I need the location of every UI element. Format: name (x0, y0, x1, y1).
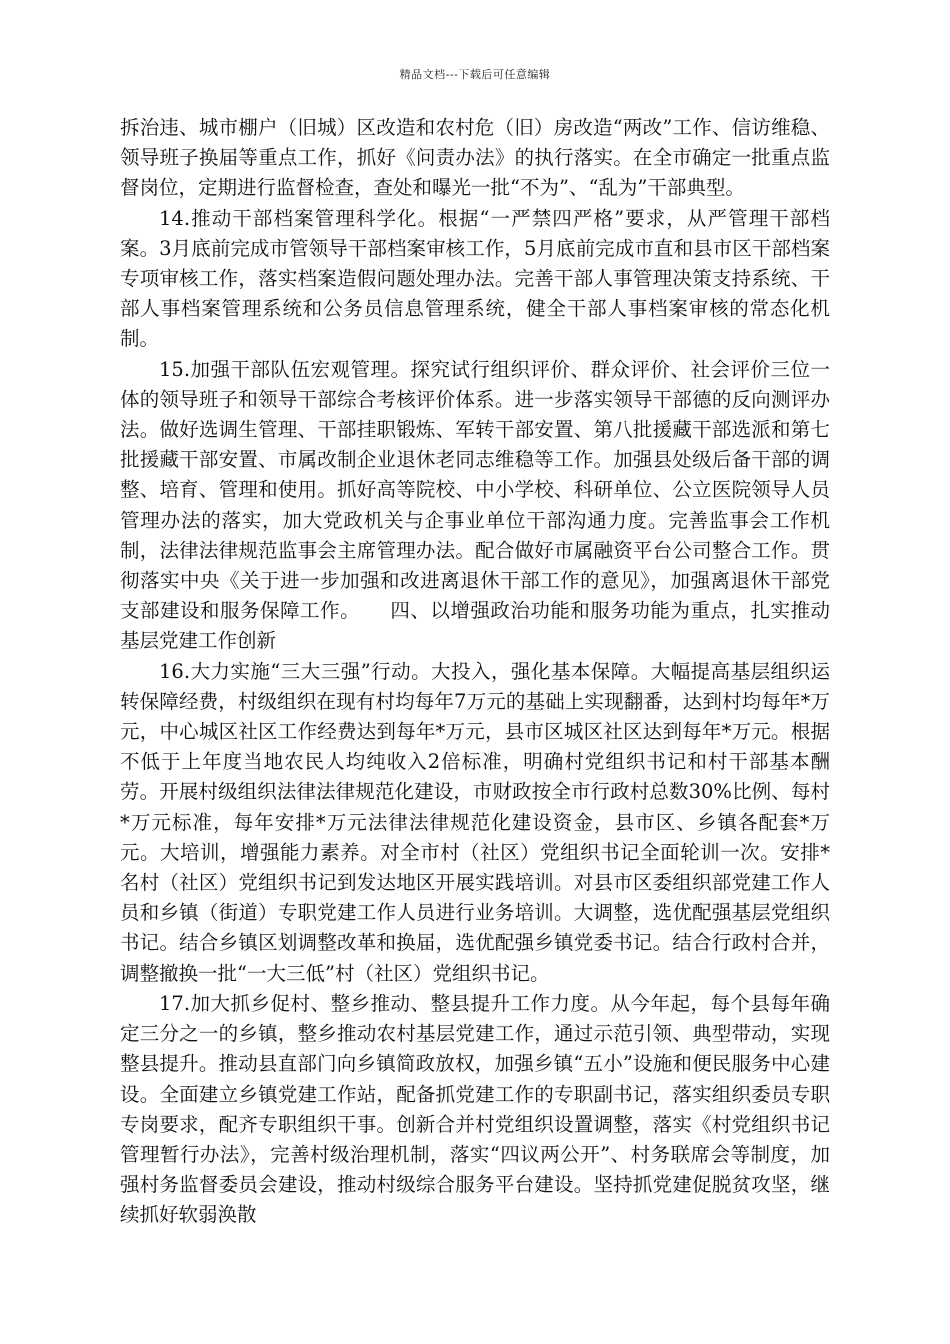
paragraph-item-17: 17.加大抓乡促村、整乡推动、整县提升工作力度。从今年起，每个县每年确定三分之一的乡镇，整乡推动农村基层党建工作，通过示范引领、典型带动，实现整县提升。推动县直部门向乡镇简政放权，加强乡镇“五小”设施和便民服务中心建设。全面建立乡镇党建工作站，配备抓党建工作的专职副书记，落实组织委员专职专岗要求，配齐专职组织干事。创新合并村党组织设置调整，落实《村党组织书记管理暂行办法》，完善村级治理机制，落实“四议两公开”、村务联席会等制度，加强村务监督委员会建设，推动村级综合服务平台建设。坚持抓党建促脱贫攻坚，继续抓好软弱涣散 (120, 991, 830, 1227)
paragraph-continuation: 拆治违、城市棚户（旧城）区改造和农村危（旧）房改造“两改”工作、信访维稳、领导班子换届等重点工作，抓好《问责办法》的执行落实。在全市确定一批重点监督岗位，定期进行监督检查，查处和曝光一批“不为”、“乱为”干部典型。 (120, 116, 830, 200)
paragraph-item-14: 14.推动干部档案管理科学化。根据“一严禁四严格”要求，从严管理干部档案。3月底前完成市管领导干部档案审核工作，5月底前完成市直和县市区干部档案专项审核工作，落实档案造假问题处理办法。完善干部人事管理决策支持系统、干部人事档案管理系统和公务员信息管理系统，健全干部人事档案审核的常态化机制。 (120, 206, 830, 351)
paragraph-item-15: 15.加强干部队伍宏观管理。探究试行组织评价、群众评价、社会评价三位一体的领导班子和领导干部综合考核评价体系。进一步落实领导干部德的反向测评办法。做好选调生管理、干部挂职锻炼、军转干部安置、第八批援藏干部选派和第七批援藏干部安置、市属改制企业退休老同志维稳等工作。加强县处级后备干部的调整、培育、管理和使用。抓好高等院校、中小学校、科研单位、公立医院领导人员管理办法的落实，加大党政机关与企事业单位干部沟通力度。完善监事会工作机制，法律法律规范监事会主席管理办法。配合做好市属融资平台公司整合工作。贯彻落实中央《关于进一步加强和改进离退休干部工作的意见》，加强离退休干部党支部建设和服务保障工作。 四、以增强政治功能和服务功能为重点，扎实推动基层党建工作创新 (120, 357, 830, 653)
document-body (120, 113, 830, 1231)
page-header: 精品文档---下载后可任意编辑 (399, 68, 551, 81)
paragraph-item-16: 16.大力实施“三大三强”行动。大投入，强化基本保障。大幅提高基层组织运转保障经费，村级组织在现有村均每年7万元的基础上实现翻番，达到村均每年*万元，中心城区社区工作经费达到每年*万元，县市区城区社区达到每年*万元。根据不低于上年度当地农民人均纯收入2倍标准，明确村党组织书记和村干部基本酬劳。开展村级组织法律法律规范化建设，市财政按全市行政村总数30%比例、每村*万元标准，每年安排*万元法律法律规范化建设资金，县市区、乡镇各配套*万元。大培训，增强能力素养。对全市村（社区）党组织书记全面轮训一次。安排*名村（社区）党组织书记到发达地区开展实践培训。对县市区委组织部党建工作人员和乡镇（街道）专职党建工作人员进行业务培训。大调整，选优配强基层党组织书记。结合乡镇区划调整改革和换届，选优配强乡镇党委书记。结合行政村合并，调整撤换一批“一大三低”村（社区）党组织书记。 (120, 659, 830, 985)
